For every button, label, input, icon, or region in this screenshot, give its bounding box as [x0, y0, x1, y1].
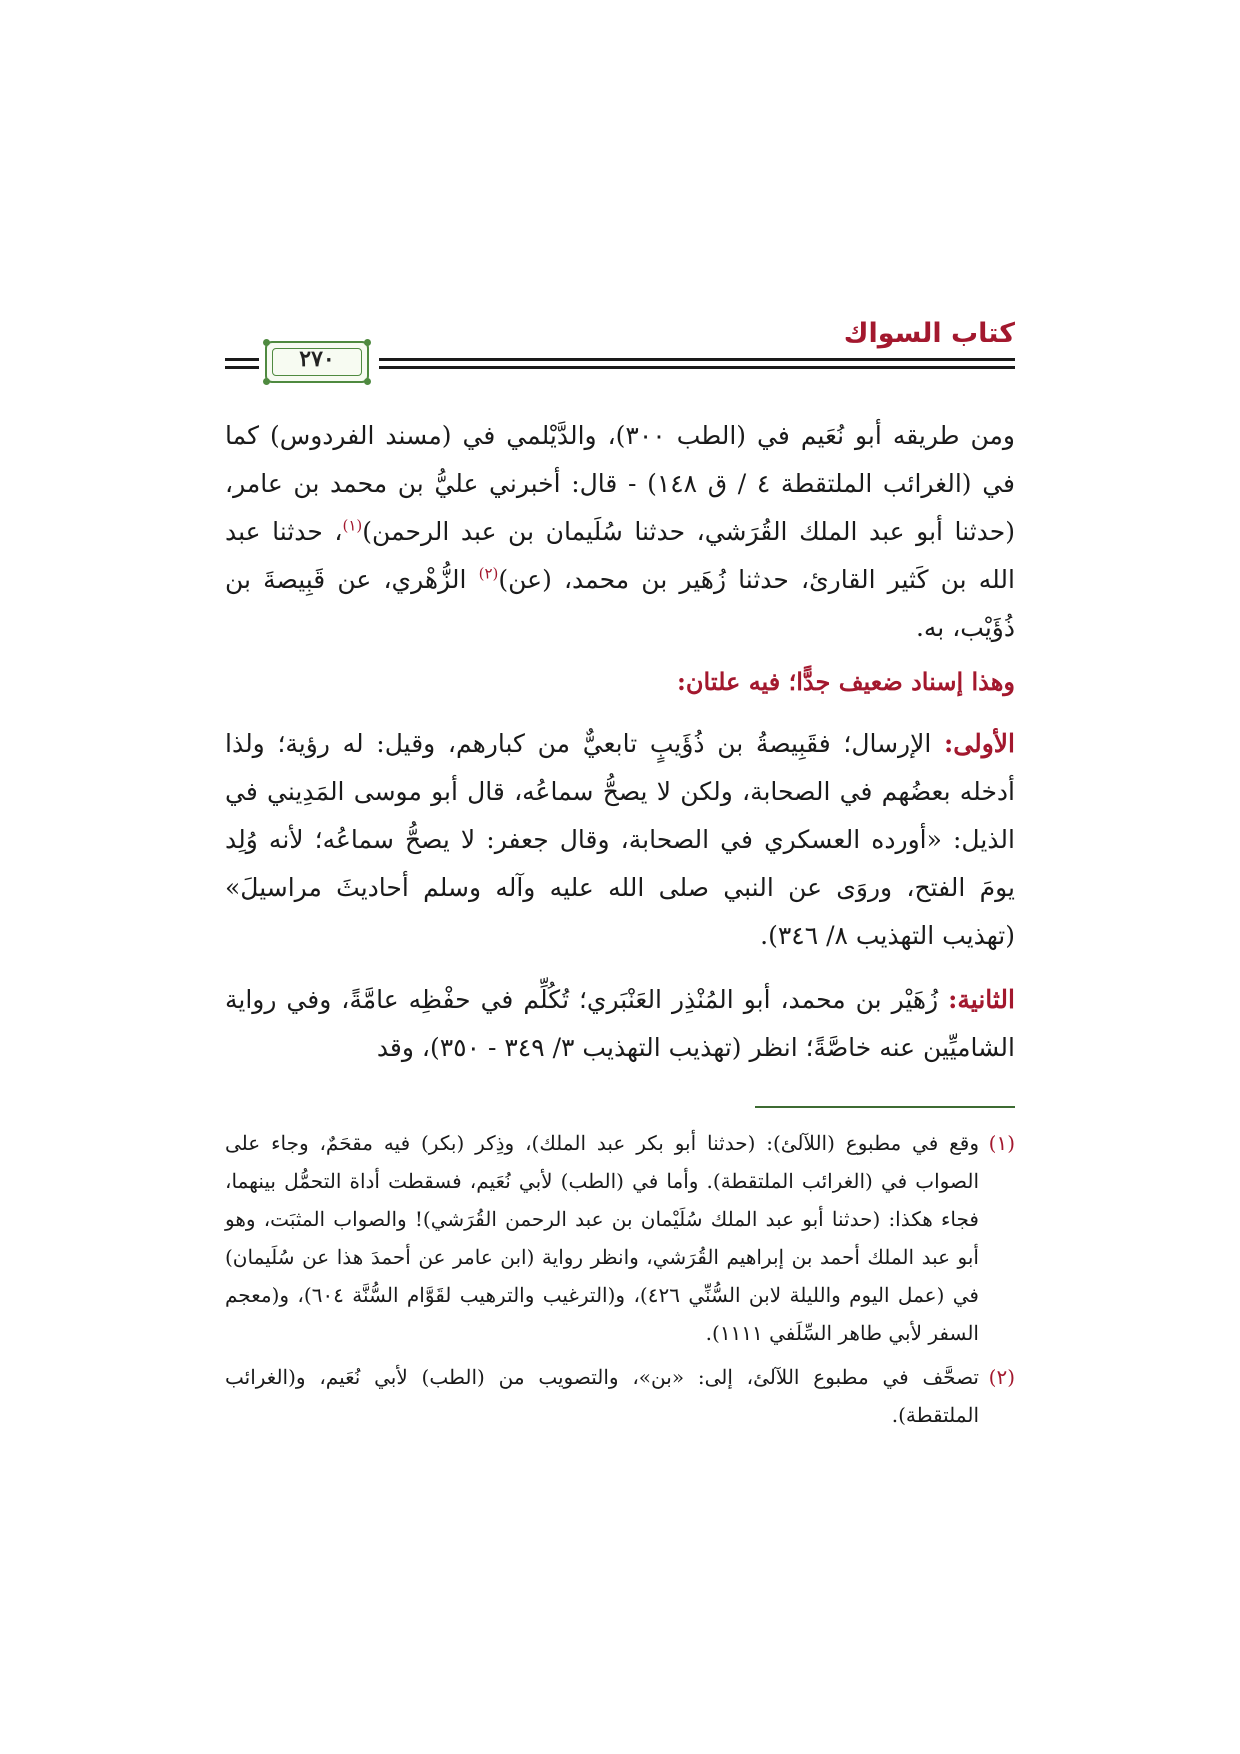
footnote-separator [755, 1106, 1015, 1108]
paragraph-second-defect [225, 976, 1015, 1072]
paragraph-text: ، حدثنا عبد الله بن كَثير القارئ، حدثنا زُهَير بن محمد، (عن) [225, 517, 1015, 594]
page-number-frame [265, 341, 369, 383]
section-heading: وهذا إسناد ضعيف جدًّا؛ فيه علتان: [677, 667, 1015, 696]
page-number: ٢٧٠ [299, 346, 335, 372]
footnote-text: تصحَّف في مطبوع اللآلئ، إلى: «بن»، والتصويب من (الطب) لأبي نُعَيم، و(الغرائب الملتقطة). [225, 1365, 979, 1427]
ornament-icon [263, 339, 270, 346]
footnote-text: وقع في مطبوع (اللآلئ): (حدثنا أبو بكر عبد الملك)، وذِكر (بكر) فيه مقحَمٌ، وجاء على الصواب في (الغرائب الملتقطة). وأما في (الطب) لأبي نُعَيم، فسقطت أداة التحمُّل بينهما، فجاء هكذا: (حدثنا أبو عبد الملك سُلَيْمان بن عبد الرحمن القُرَشي)! والصواب المثبَت، وهو أبو عبد الملك أحمد بن إبراهيم القُرَشي، وانظر رواية (ابن عامر عن أحمدَ هذا عن سُلَيمان) في (عمل اليوم والليلة لابن السُّنِّي ٤٢٦)، و(الترغيب والترهيب لقَوَّام السُّنَّة ٦٠٤)، و(معجم السفر لأبي طاهر السِّلَفي ١١١١). [225, 1131, 979, 1345]
header-rule [379, 358, 1015, 361]
footnote-number: (٢) [988, 1365, 1015, 1389]
ornament-icon [364, 339, 371, 346]
paragraph-first-defect [225, 720, 1015, 960]
paragraph-text: ومن طريقه أبو نُعَيم في (الطب ٣٠٠)، والدَّيْلمي في (مسند الفردوس) كما في (الغرائب الملتقطة ٤ / ق ١٤٨) - قال: أخبرني عليُّ بن محمد بن عامر، (حدثنا أبو عبد الملك القُرَشي، حدثنا سُلَيمان بن عبد الرحمن) [225, 421, 1015, 546]
footnote-ref[interactable]: (٢) [478, 564, 499, 583]
footnote [225, 1358, 1015, 1434]
footnote-ref[interactable]: (١) [342, 516, 363, 535]
page-header [225, 318, 1015, 396]
footnotes [225, 1124, 1015, 1440]
lead-term: الأولى: [944, 729, 1015, 758]
header-rule [379, 366, 1015, 369]
ornament-icon [263, 378, 270, 385]
header-rule [225, 358, 259, 361]
lead-term: الثانية: [948, 985, 1015, 1014]
paragraph-text: الإرسال؛ فقَبِيصةُ بن ذُؤَيبٍ تابعيٌّ من كبارهم، وقيل: له رؤية؛ ولذا أدخله بعضُهم في الصحابة، ولكن لا يصحُّ سماعُه، قال أبو موسى المَدِيني في الذيل: «أورده العسكري في الصحابة، وقال جعفر: لا يصحُّ سماعُه؛ لأنه وُلِد يومَ الفتح، وروَى عن النبي صلى الله عليه وآله وسلم أحاديثَ مراسيلَ» (تهذيب التهذيب ٨/ ٣٤٦). [225, 729, 1015, 950]
main-text [225, 412, 1015, 1072]
header-rule [225, 366, 259, 369]
footnote-number: (١) [988, 1131, 1015, 1155]
ornament-icon [364, 378, 371, 385]
footnote [225, 1124, 1015, 1352]
paragraph-isnad [225, 412, 1015, 652]
paragraph-text: الزُّهْري، عن قَبِيصةَ بن ذُؤَيْب، به. [225, 565, 1015, 642]
paragraph-text: زُهَيْر بن محمد، أبو المُنْذِر العَنْبَري؛ تُكُلِّم في حفْظِه عامَّةً، وفي رواية الشاميِّين عنه خاصَّةً؛ انظر (تهذيب التهذيب ٣/ ٣٤٩ - ٣٥٠)، وقد [225, 985, 1015, 1062]
running-title: كتاب السواك [843, 318, 1015, 349]
